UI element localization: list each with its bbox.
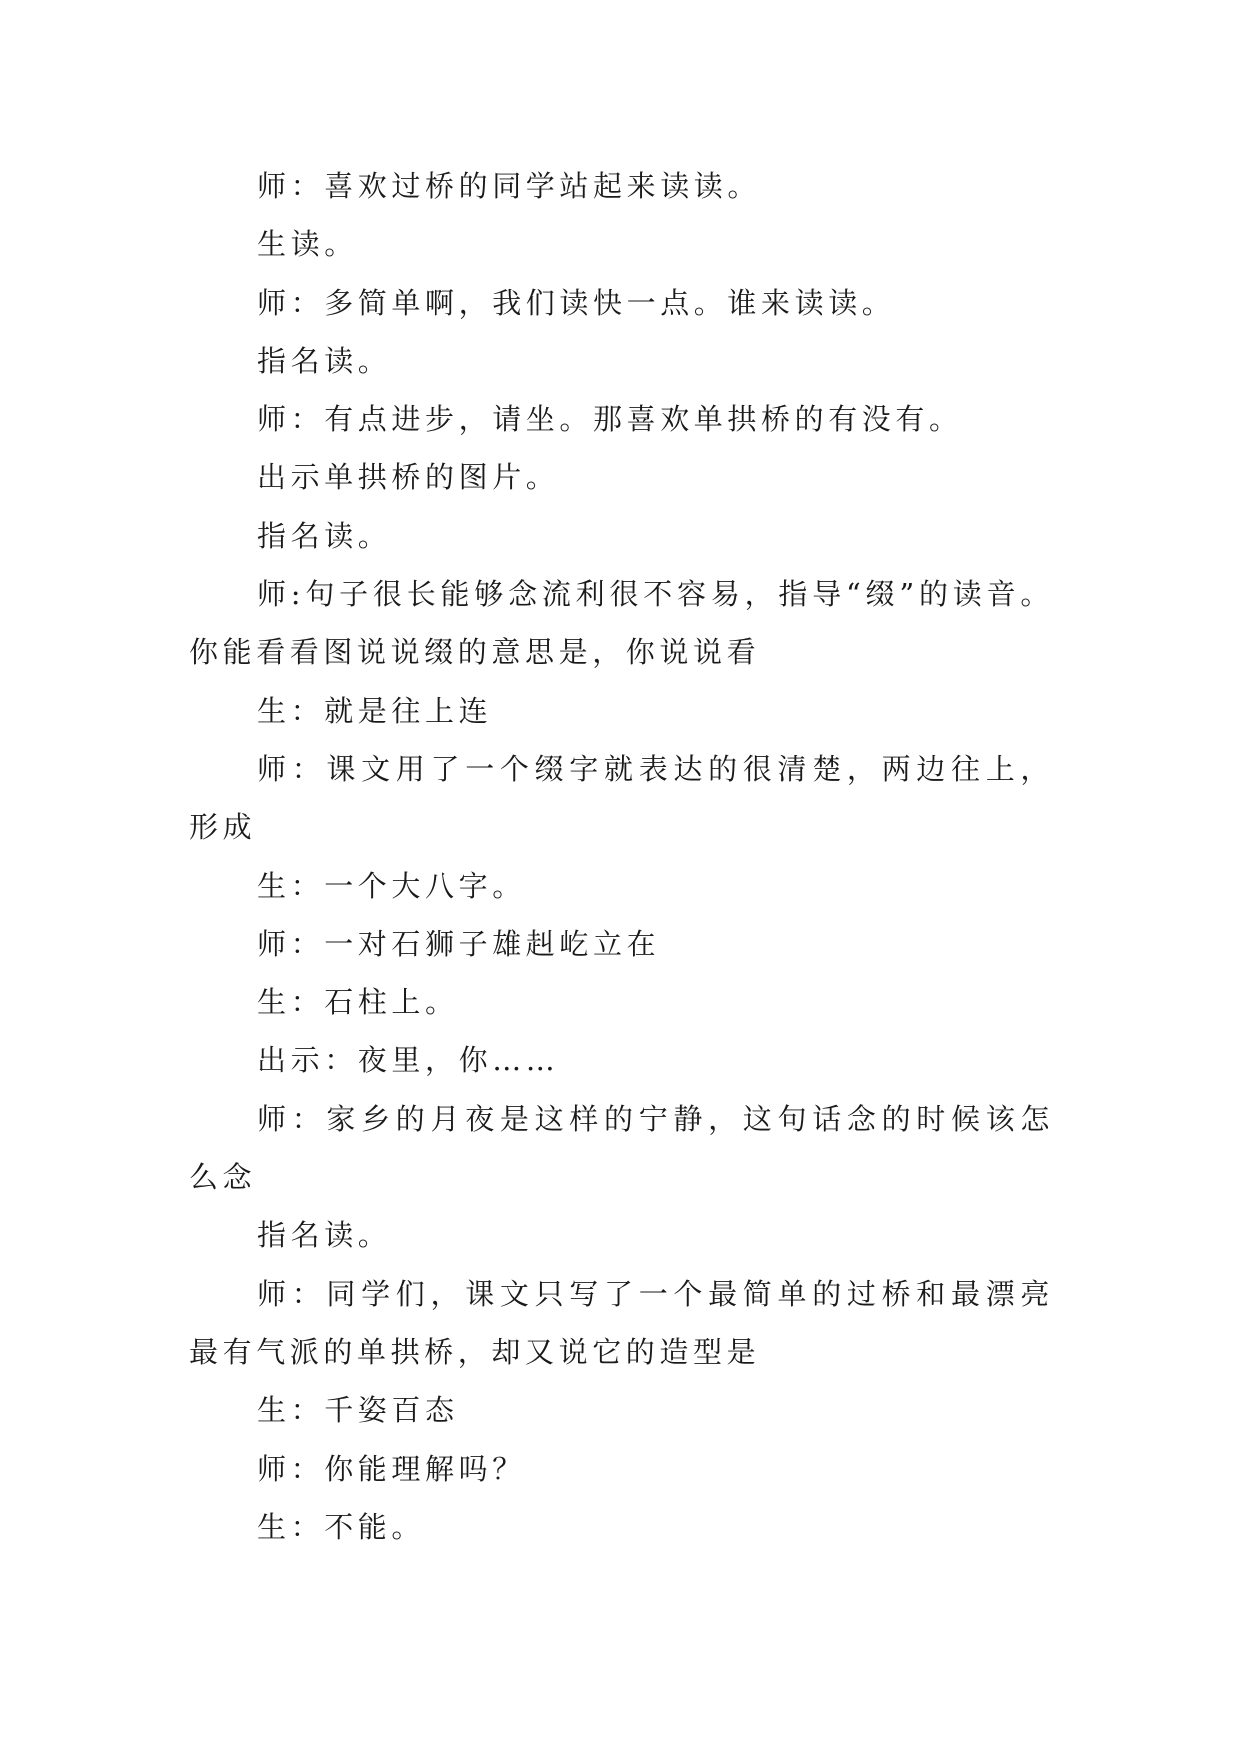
paragraph-teacher-read-faster: 师：多简单啊，我们读快一点。谁来读读。 [257, 285, 896, 320]
paragraph-named-reading: 指名读。 [257, 343, 392, 378]
paragraph-show-picture: 出示单拱桥的图片。 [257, 460, 560, 495]
paragraph-student-answer: 生：就是往上连 [257, 693, 493, 728]
paragraph-show-text: 出示：夜里，你…… [257, 1043, 560, 1078]
paragraph-student-answer: 生：千姿百态 [257, 1393, 459, 1428]
paragraph-named-reading: 指名读。 [257, 518, 392, 553]
paragraph-teacher-question: 师：你能理解吗？ [257, 1451, 526, 1486]
paragraph-teacher-pronunciation: 师:句子很长能够念流利很不容易，指导“缀”的读音。你能看看图说说缀的意思是，你说说看 [189, 577, 1054, 670]
paragraph-teacher-invite-reading: 师：喜欢过桥的同学站起来读读。 [257, 169, 762, 203]
paragraph-teacher-explains: 师：课文用了一个缀字就表达的很清楚，两边往上，形成 [189, 751, 1054, 845]
paragraph-teacher-lions: 师：一对石狮子雄赳屹立在 [257, 926, 661, 961]
paragraph-student-reads: 生读。 [257, 227, 358, 262]
paragraph-student-answer: 生：一个大八字。 [257, 868, 526, 903]
paragraph-teacher-shapes: 师：同学们，课文只写了一个最简单的过桥和最漂亮最有气派的单拱桥，却又说它的造型是 [189, 1276, 1054, 1369]
paragraph-teacher-single-arch: 师：有点进步，请坐。那喜欢单拱桥的有没有。 [257, 402, 963, 437]
paragraph-student-answer: 生：不能。 [257, 1509, 426, 1544]
paragraph-teacher-moonlit-night: 师：家乡的月夜是这样的宁静，这句话念的时候该怎么念 [189, 1101, 1054, 1195]
paragraph-named-reading: 指名读。 [257, 1218, 392, 1253]
lesson-transcript [189, 157, 1054, 1556]
paragraph-student-answer: 生：石柱上。 [257, 985, 459, 1020]
